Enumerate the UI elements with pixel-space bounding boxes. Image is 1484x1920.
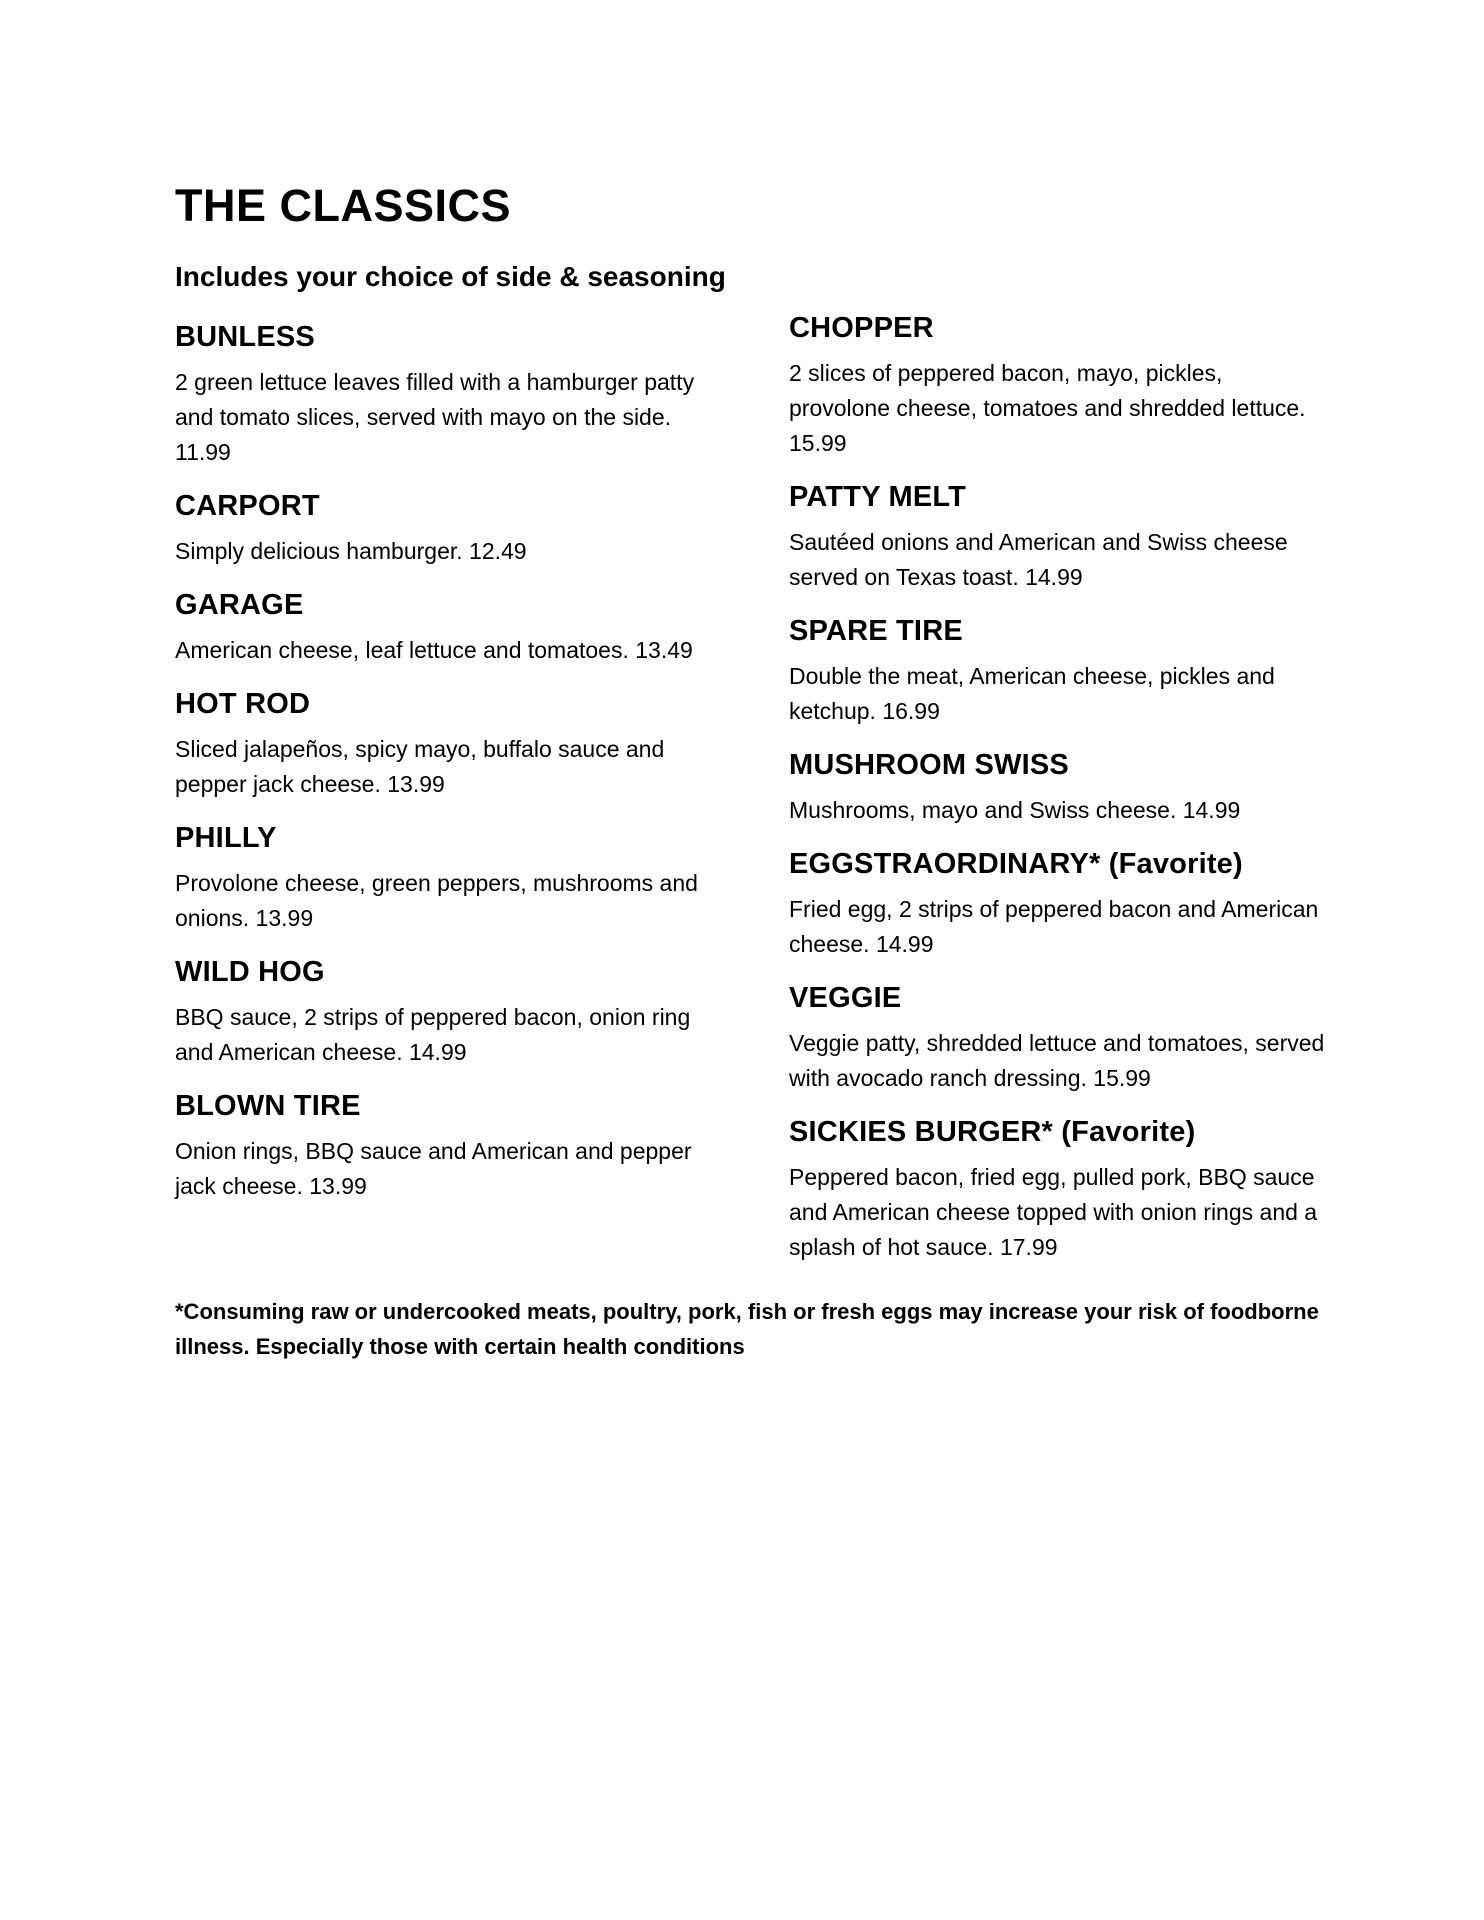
- menu-item-description: Fried egg, 2 strips of peppered bacon and American cheese. 14.99: [789, 896, 1319, 957]
- menu-item-description: Sliced jalapeños, spicy mayo, buffalo sauce and pepper jack cheese. 13.99: [175, 736, 665, 797]
- menu-item-veggie: [789, 978, 1329, 1096]
- menu-item-name: EGGSTRAORDINARY* (Favorite): [789, 848, 1243, 880]
- menu-item-name: SPARE TIRE: [789, 615, 963, 647]
- menu-item-name: CHOPPER: [789, 312, 934, 344]
- page-title: THE CLASSICS: [175, 180, 512, 231]
- food-safety-disclaimer: *Consuming raw or undercooked meats, poultry, pork, fish or fresh eggs may increase your risk of foodborne illness. Especially those with certain health conditions: [175, 1299, 1319, 1359]
- menu-item-name: GARAGE: [175, 589, 304, 621]
- menu-item-name: PATTY MELT: [789, 481, 967, 513]
- menu-item-name: CARPORT: [175, 490, 320, 522]
- menu-item-description: Provolone cheese, green peppers, mushrooms and onions. 13.99: [175, 870, 698, 931]
- menu-item-blown-tire: [175, 1086, 715, 1204]
- menu-item-description: 2 slices of peppered bacon, mayo, pickles, provolone cheese, tomatoes and shredded lettuce. 15.99: [789, 360, 1306, 456]
- menu-item-name: MUSHROOM SWISS: [789, 749, 1069, 781]
- menu-item-description: 2 green lettuce leaves filled with a hamburger patty and tomato slices, served with mayo on the side. 11.99: [175, 369, 695, 465]
- menu-item-name: WILD HOG: [175, 956, 325, 988]
- menu-item-name: BUNLESS: [175, 321, 315, 353]
- menu-item-carport: [175, 486, 715, 569]
- menu-item-chopper: [789, 308, 1329, 461]
- menu-item-bunless: [175, 317, 715, 470]
- menu-item-name: HOT ROD: [175, 688, 311, 720]
- menu-item-description: Peppered bacon, fried egg, pulled pork, BBQ sauce and American cheese topped with onion rings and a splash of hot sauce. 17.99: [789, 1164, 1318, 1260]
- menu-item-garage: [175, 585, 715, 668]
- menu-item-description: Double the meat, American cheese, pickles and ketchup. 16.99: [789, 663, 1275, 724]
- menu-item-name: PHILLY: [175, 822, 277, 854]
- menu-item-name: BLOWN TIRE: [175, 1090, 361, 1122]
- menu-column-right: [789, 308, 1329, 1281]
- menu-item-eggstraordinary: [789, 844, 1329, 962]
- menu-item-philly: [175, 818, 715, 936]
- menu-item-patty-melt: [789, 477, 1329, 595]
- menu-item-name: VEGGIE: [789, 982, 902, 1014]
- menu-item-wild-hog: [175, 952, 715, 1070]
- menu-column-left: [175, 317, 715, 1220]
- menu-subtitle: Includes your choice of side & seasoning: [175, 261, 726, 292]
- menu-item-mushroom-swiss: [789, 745, 1329, 828]
- menu-item-description: BBQ sauce, 2 strips of peppered bacon, onion ring and American cheese. 14.99: [175, 1004, 691, 1065]
- menu-item-sickies-burger: [789, 1112, 1329, 1265]
- menu-item-description: Onion rings, BBQ sauce and American and pepper jack cheese. 13.99: [175, 1138, 692, 1199]
- menu-item-description: American cheese, leaf lettuce and tomatoes. 13.49: [175, 637, 693, 663]
- menu-item-description: Sautéed onions and American and Swiss cheese served on Texas toast. 14.99: [789, 529, 1288, 590]
- menu-item-hot-rod: [175, 684, 715, 802]
- menu-item-spare-tire: [789, 611, 1329, 729]
- menu-item-description: Veggie patty, shredded lettuce and tomatoes, served with avocado ranch dressing. 15.99: [789, 1030, 1325, 1091]
- menu-item-name: SICKIES BURGER* (Favorite): [789, 1116, 1196, 1148]
- menu-item-description: Mushrooms, mayo and Swiss cheese. 14.99: [789, 797, 1241, 823]
- menu-item-description: Simply delicious hamburger. 12.49: [175, 538, 527, 564]
